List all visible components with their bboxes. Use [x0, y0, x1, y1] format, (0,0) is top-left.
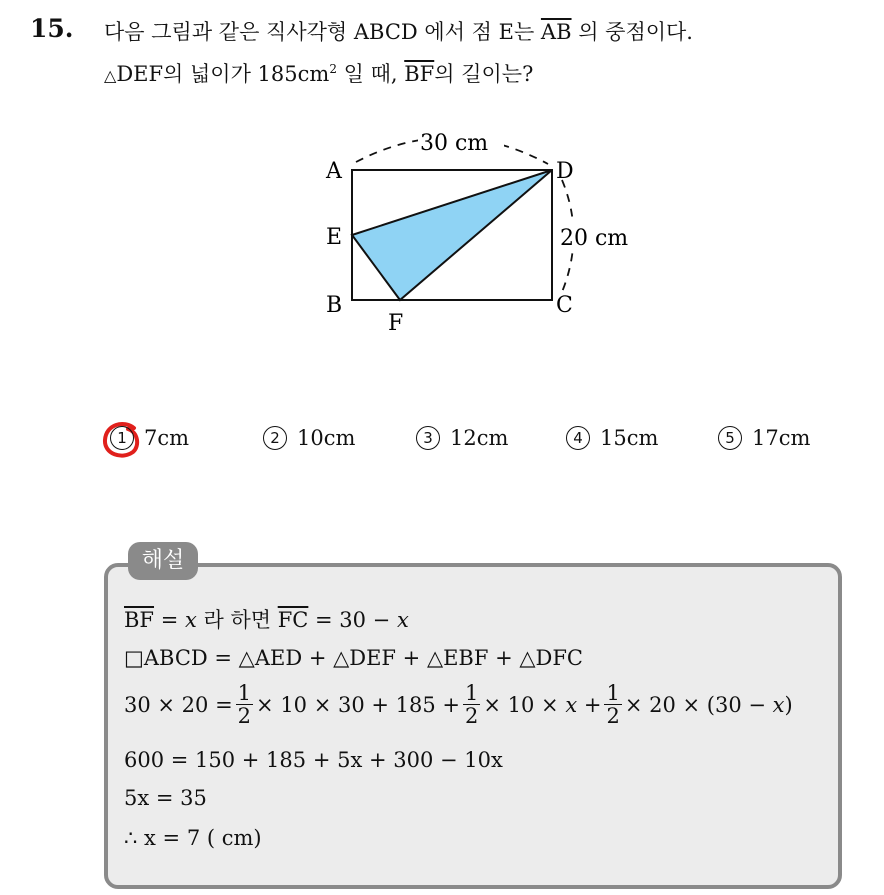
solution-text: × 10 × [483, 692, 566, 717]
solution-text: = 30 − [308, 608, 397, 632]
solution-line-1 [124, 604, 409, 634]
label-e: E [326, 225, 343, 250]
solution-tag: 해설 [128, 542, 198, 580]
question-text: 의 중점이다. [571, 20, 693, 44]
fraction-half: $\frac{1}{2}$ [465, 681, 479, 729]
triangle-def [352, 170, 552, 300]
segment-bf: $\overline{BF}$ [124, 608, 155, 632]
question-text: 일 때, [336, 62, 405, 86]
choice-number: 5 [718, 426, 742, 450]
variable-x: x [565, 692, 578, 717]
label-b: B [326, 293, 343, 318]
solution-line-2: □ABCD = △AED + △DEF + △EBF + △DFC [124, 646, 583, 670]
rectangle-figure [300, 120, 660, 350]
triangle-symbol: △ [104, 66, 117, 85]
question-text: 다음 그림과 같은 직사각형 ABCD 에서 점 E는 [104, 20, 541, 44]
choice-number: 4 [566, 426, 590, 450]
question-line-1 [104, 16, 693, 46]
choice-number: 2 [263, 426, 287, 450]
question-line-2 [104, 58, 533, 88]
choice-2[interactable] [263, 426, 355, 450]
question-text: DEF의 넓이가 185cm [116, 62, 330, 86]
choice-4[interactable] [566, 426, 658, 450]
solution-text: 라 하면 [196, 608, 278, 632]
solution-text: 30 × 20 = [124, 692, 233, 717]
fraction-half: $\frac{1}{2}$ [606, 681, 620, 729]
top-dimension-label: 30 cm [420, 131, 489, 156]
right-dimension-label: 20 cm [560, 226, 629, 251]
choice-5[interactable] [718, 426, 810, 450]
segment-ab: $\overline{AB}$ [540, 20, 572, 44]
superscript: 2 [329, 62, 337, 76]
choice-text: 15cm [600, 426, 659, 450]
variable-x: x [772, 692, 785, 717]
solution-line-4: 600 = 150 + 185 + 5x + 300 − 10x [124, 748, 503, 772]
solution-text: × 20 × (30 − [624, 692, 773, 717]
variable-x: x [184, 608, 197, 632]
label-a: A [326, 159, 342, 184]
solution-text: ) [784, 692, 793, 717]
choice-text: 12cm [450, 426, 509, 450]
choice-text: 10cm [297, 426, 356, 450]
solution-line-3 [124, 682, 793, 727]
fraction-half: $\frac{1}{2}$ [237, 681, 252, 729]
label-f: F [388, 311, 404, 336]
choice-3[interactable] [416, 426, 508, 450]
answer-choices [0, 426, 884, 466]
choice-text: 7cm [144, 426, 190, 450]
solution-line-6: ∴ x = 7 ( cm) [124, 826, 262, 850]
segment-fc: $\overline{FC}$ [277, 608, 309, 632]
question-text: 의 길이는? [434, 62, 534, 86]
choice-1[interactable] [110, 426, 189, 450]
choice-number: 3 [416, 426, 440, 450]
solution-text: + [577, 692, 602, 717]
solution-line-5: 5x = 35 [124, 786, 207, 810]
choice-number: 1 [110, 426, 134, 450]
solution-text: = [154, 608, 185, 632]
label-c: C [556, 293, 573, 318]
choice-text: 17cm [752, 426, 811, 450]
variable-x: x [396, 608, 409, 632]
solution-text: × 10 × 30 + 185 + [256, 692, 461, 717]
question-number: 15. [30, 14, 74, 43]
segment-bf: $\overline{BF}$ [404, 62, 435, 86]
label-d: D [556, 159, 574, 184]
